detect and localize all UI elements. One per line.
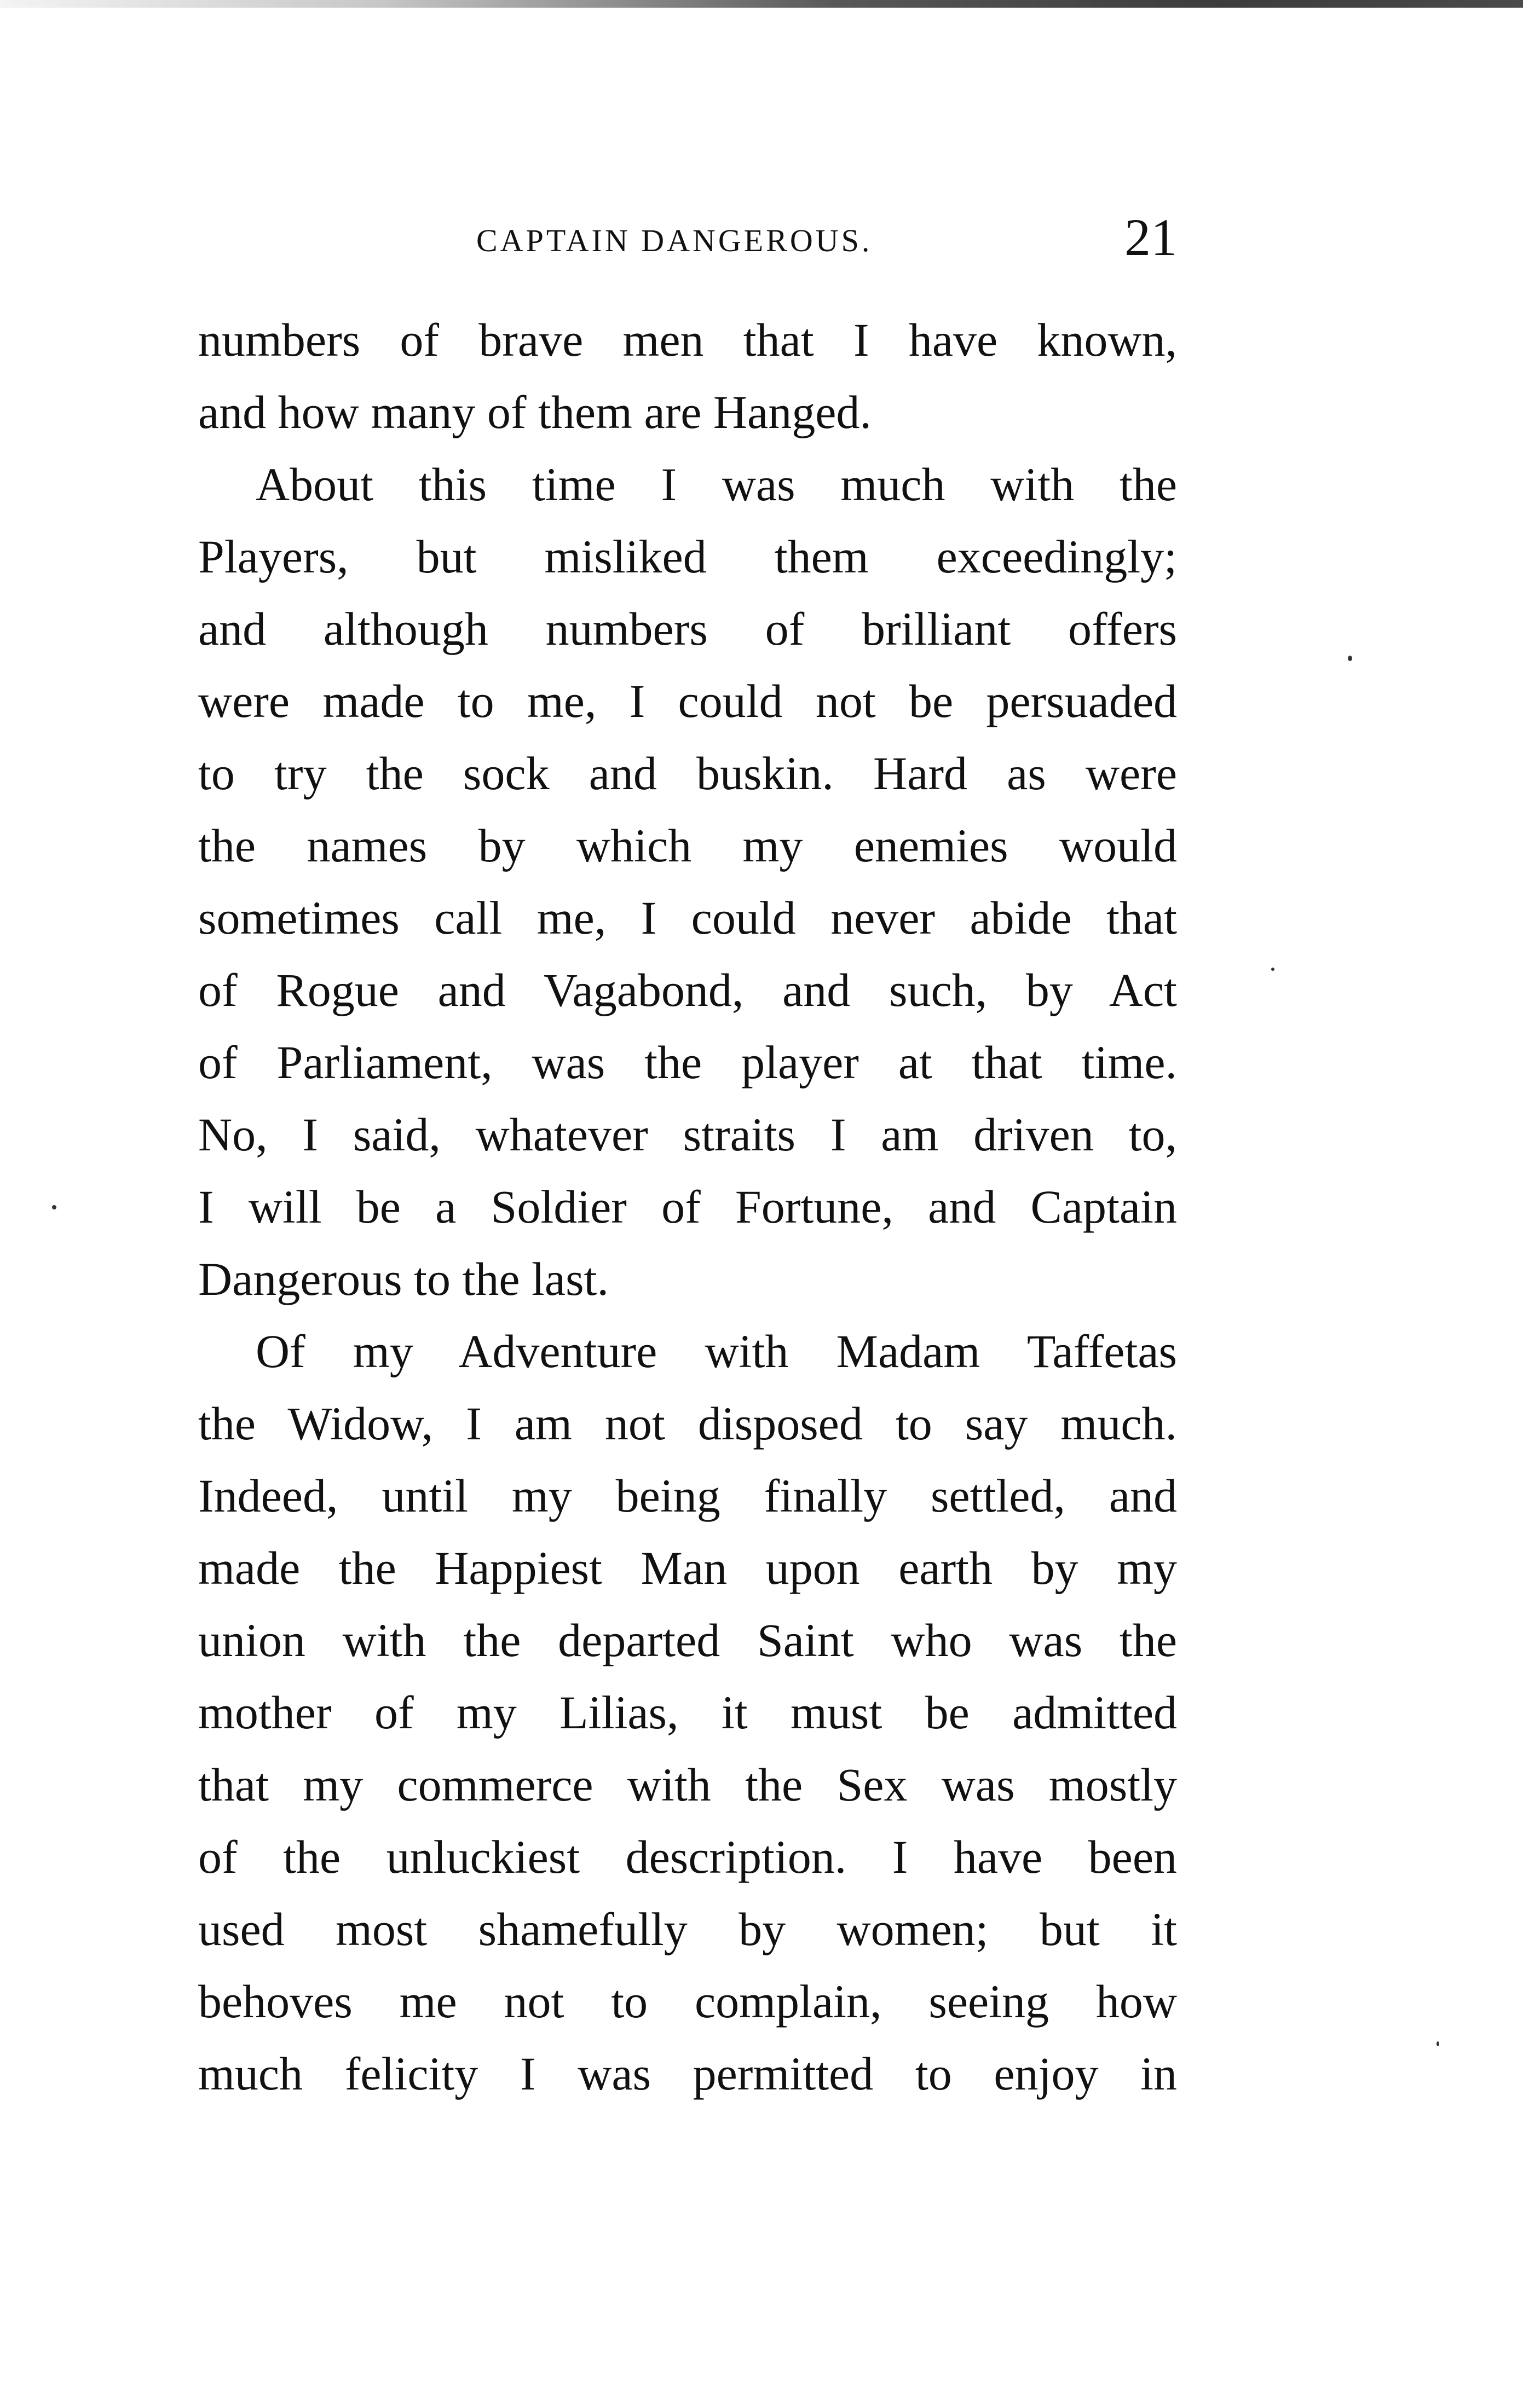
text-line: Dangerous to the last.	[198, 1253, 609, 1305]
text-line: I will be a Soldier of Fortune, and Captain	[198, 1180, 1177, 1233]
scan-speck	[1271, 968, 1274, 971]
scan-speck	[52, 1205, 56, 1209]
text-line: behoves me not to complain, seeing how	[198, 1975, 1177, 2028]
text-line: made the Happiest Man upon earth by my	[198, 1542, 1177, 1594]
text-line: Indeed, until my being finally settled, and	[198, 1469, 1177, 1522]
text-line: numbers of brave men that I have known,	[198, 314, 1177, 366]
text-line: Of my Adventure with Madam Taffetas	[256, 1325, 1177, 1377]
scan-speck	[1348, 656, 1352, 661]
text-line: union with the departed Saint who was the	[198, 1614, 1177, 1666]
body-text	[198, 304, 1177, 2110]
text-line: of Parliament, was the player at that time.	[198, 1036, 1177, 1089]
scan-top-edge	[0, 0, 1523, 8]
text-line: the names by which my enemies would	[198, 819, 1177, 872]
text-line: sometimes call me, I could never abide that	[198, 892, 1177, 944]
text-line: of the unluckiest description. I have been	[198, 1831, 1177, 1883]
text-line: Players, but misliked them exceedingly;	[198, 530, 1177, 583]
running-head	[197, 207, 1177, 267]
page-number: 21	[1124, 208, 1177, 267]
text-line: were made to me, I could not be persuaded	[198, 675, 1177, 727]
text-line: and although numbers of brilliant offers	[198, 603, 1177, 655]
text-line: much felicity I was permitted to enjoy in	[198, 2047, 1177, 2100]
text-line: used most shamefully by women; but it	[198, 1903, 1177, 1955]
text-line: No, I said, whatever straits I am driven to,	[198, 1108, 1177, 1161]
text-line: About this time I was much with the	[256, 458, 1177, 511]
text-line: mother of my Lilias, it must be admitted	[198, 1686, 1177, 1739]
paragraph-3	[198, 1315, 1177, 2110]
text-line: and how many of them are Hanged.	[198, 386, 872, 438]
text-line: to try the sock and buskin. Hard as were	[198, 747, 1177, 800]
running-title: CAPTAIN DANGEROUS.	[476, 223, 873, 258]
scan-speck	[1437, 2041, 1439, 2046]
paragraph-1	[198, 304, 1177, 448]
paragraph-2	[198, 448, 1177, 1315]
text-line: that my commerce with the Sex was mostly	[198, 1758, 1177, 1811]
text-line: of Rogue and Vagabond, and such, by Act	[198, 964, 1177, 1016]
text-line: the Widow, I am not disposed to say much.	[198, 1397, 1177, 1450]
